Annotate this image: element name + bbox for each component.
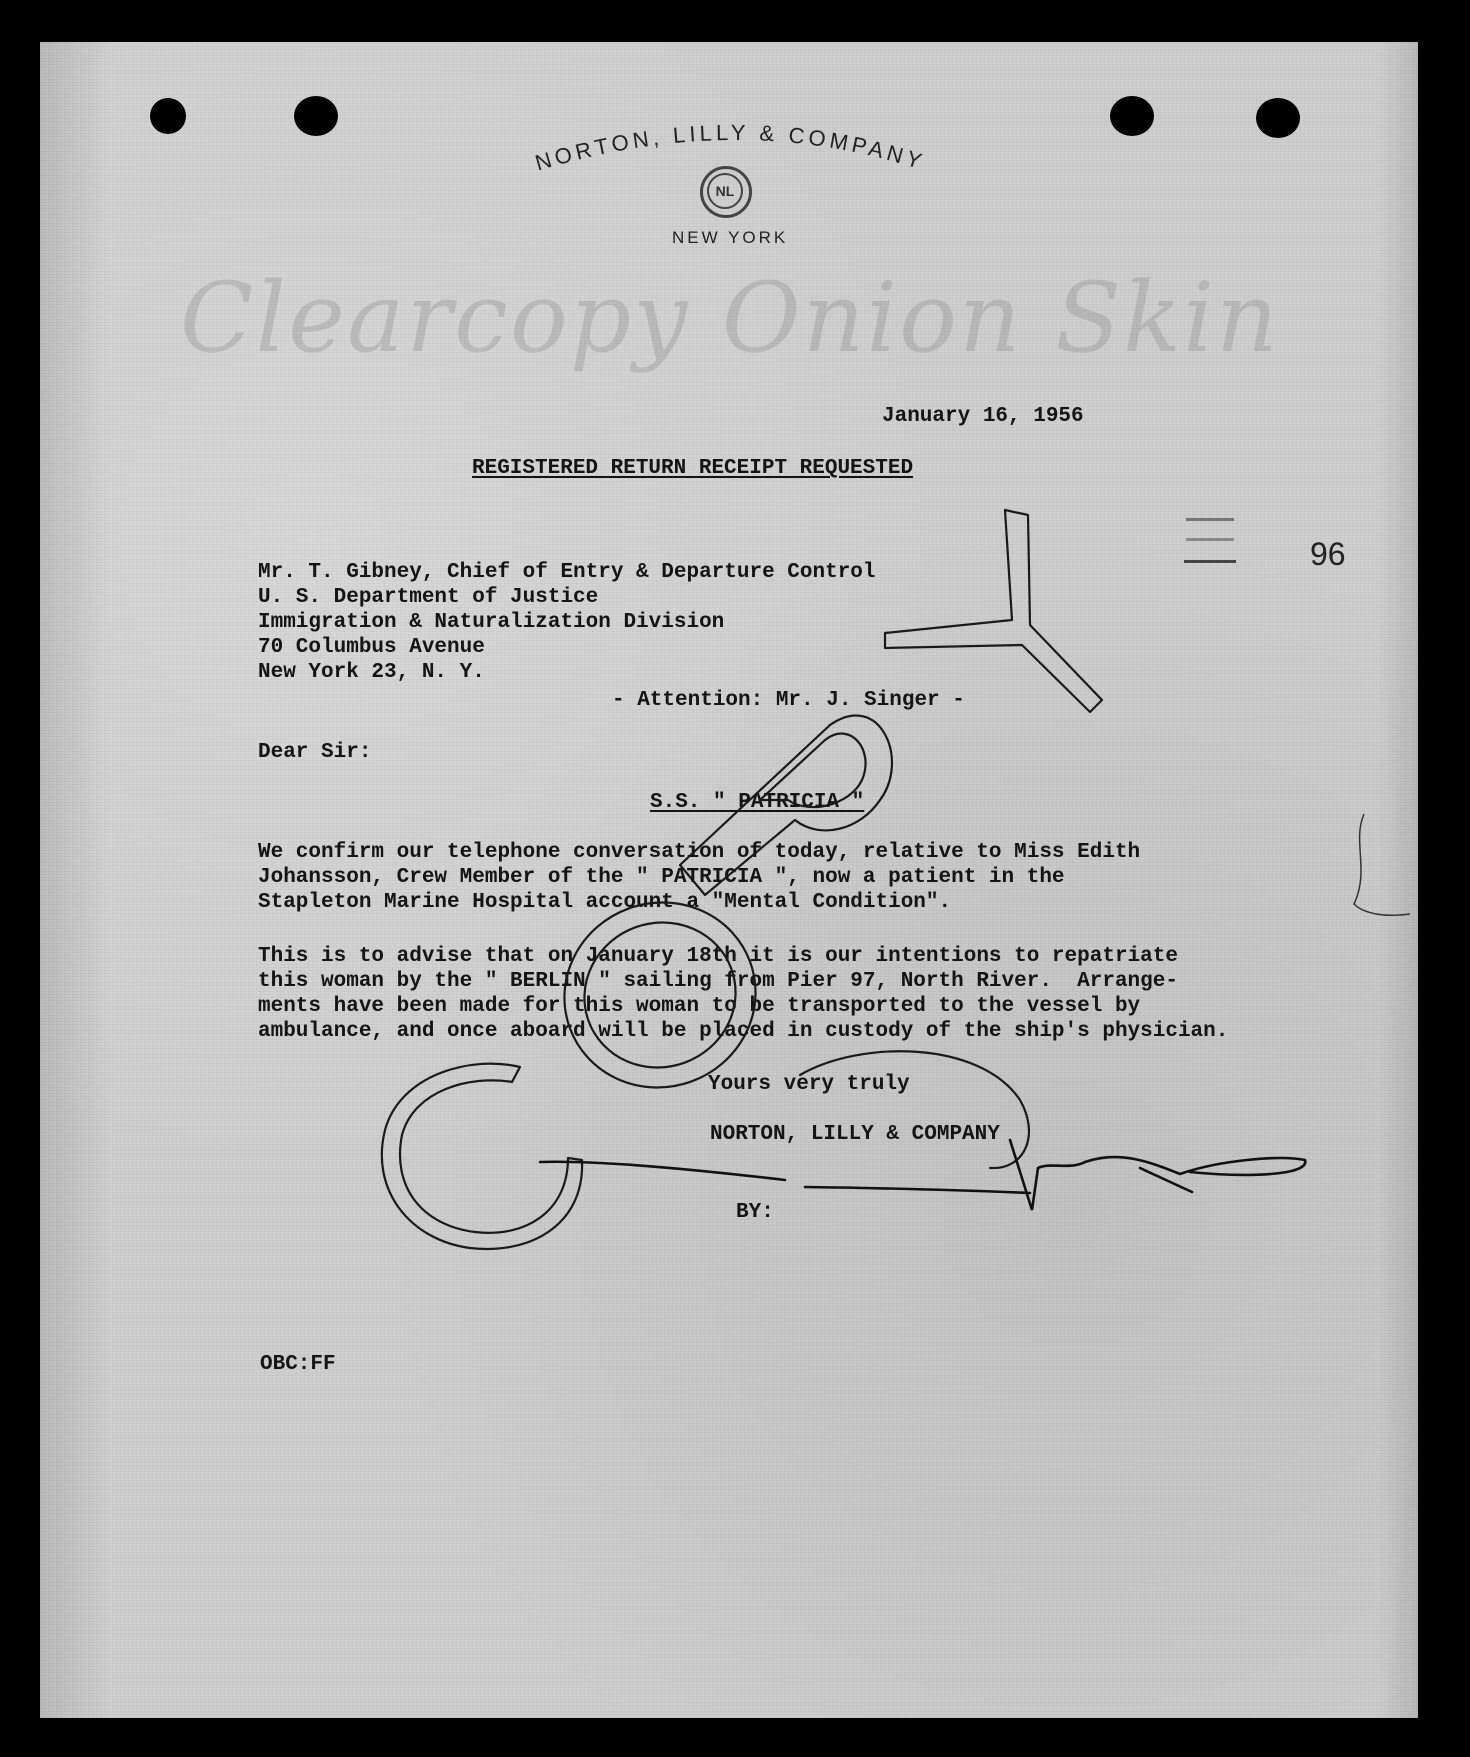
paragraph-2-line-4: ambulance, and once aboard will be placed in custody of the ship's physician. (258, 1020, 1229, 1043)
punch-hole-left-2 (294, 96, 338, 136)
attention-line: - Attention: Mr. J. Singer - (612, 689, 965, 712)
letterhead (480, 110, 1000, 260)
letterhead-city: NEW YORK (672, 228, 789, 247)
recipient-line-2: U. S. Department of Justice (258, 586, 599, 609)
salutation: Dear Sir: (258, 741, 372, 764)
letter-date: January 16, 1956 (882, 405, 1084, 428)
paragraph-2-line-1: This is to advise that on January 18th it is our intentions to repatriate (258, 945, 1178, 968)
paper-edge-shadow-left (40, 42, 110, 1718)
closing: Yours very truly (708, 1073, 910, 1096)
page-number: 96 (1310, 536, 1346, 572)
paragraph-1-line-3: Stapleton Marine Hospital account a "Mental Condition". (258, 891, 952, 914)
punch-hole-right-2 (1256, 98, 1300, 138)
recipient-line-4: 70 Columbus Avenue (258, 636, 485, 659)
recipient-line-1: Mr. T. Gibney, Chief of Entry & Departure Control (258, 561, 876, 584)
recipient-line-3: Immigration & Naturalization Division (258, 611, 725, 634)
reference-initials: OBC:FF (260, 1353, 336, 1376)
registered-notice: REGISTERED RETURN RECEIPT REQUESTED (472, 457, 914, 480)
paragraph-2-line-2: this woman by the " BERLIN " sailing from Pier 97, North River. Arrange- (258, 970, 1178, 993)
margin-dash-marks (1182, 516, 1238, 576)
subject-line: S.S. " PATRICIA " (650, 791, 865, 814)
paper-watermark: Clearcopy Onion Skin (180, 262, 1280, 374)
company-seal-icon (700, 166, 752, 218)
paragraph-1-line-1: We confirm our telephone conversation of today, relative to Miss Edith (258, 841, 1141, 864)
company-monogram: NL (707, 173, 743, 209)
paragraph-2-line-3: ments have been made for this woman to be transported to the vessel by (258, 995, 1141, 1018)
punch-hole-right-1 (1110, 96, 1154, 136)
by-label: BY: (736, 1201, 774, 1224)
company-name: NORTON, LILLY & COMPANY (532, 119, 929, 176)
paragraph-1-line-2: Johansson, Crew Member of the " PATRICIA ", now a patient in the (258, 866, 1065, 889)
signatory: NORTON, LILLY & COMPANY (710, 1123, 1000, 1146)
paper-edge-shadow-right (1378, 42, 1418, 1718)
punch-hole-left-1 (150, 98, 186, 134)
recipient-line-5: New York 23, N. Y. (258, 661, 485, 684)
